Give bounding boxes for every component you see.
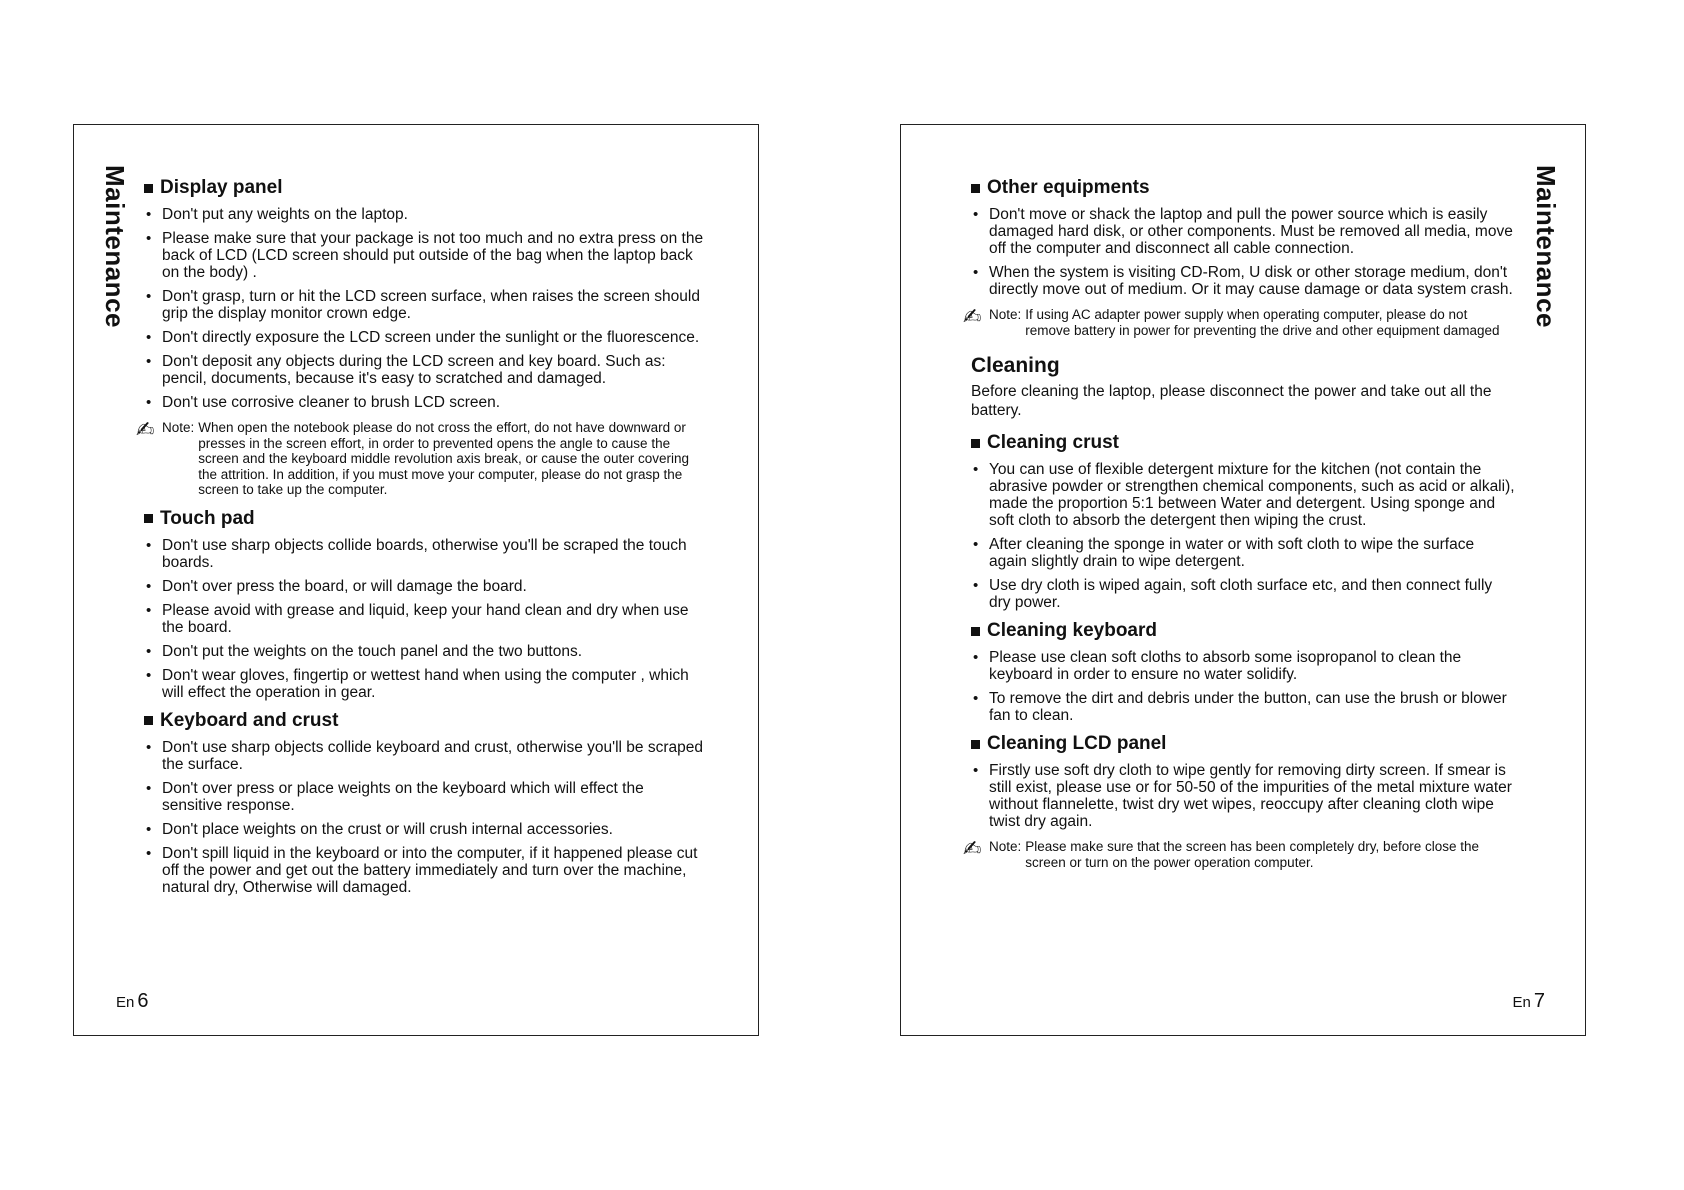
list-item: • Don't place weights on the crust or will crush internal accessories. [144, 821, 704, 838]
note [136, 417, 704, 498]
note-label: Note: [989, 307, 1022, 322]
square-bullet-icon [971, 184, 980, 193]
cleaning-crust-list [971, 461, 1516, 611]
section-title-cleaning-crust: Cleaning crust [971, 432, 1516, 454]
note [963, 304, 1516, 338]
note-text: If using AC adapter power supply when operating computer, please do not remove battery in power for preventing the drive and other equipment damaged [1025, 307, 1500, 338]
page-number: En 6 [116, 990, 149, 1012]
list-item: • Use dry cloth is wiped again, soft cloth surface etc, and then connect fully dry power. [971, 577, 1516, 611]
left-page [73, 124, 759, 1036]
note-text: When open the notebook please do not cross the effort, do not have downward or presses in the screen effort, in order to prevented opens the angle to cause the screen and the keyboard middle revolution axis break, or cause the outer covering the attrition. In addition, if you must move your computer, please do not grasp the screen to take up the computer. [198, 420, 690, 497]
cleaning-heading: Cleaning [971, 354, 1060, 377]
side-label: Maintenance [1531, 165, 1561, 328]
list-item: • Don't over press the board, or will damage the board. [144, 578, 704, 595]
side-label: Maintenance [100, 165, 130, 328]
square-bullet-icon [971, 740, 980, 749]
other-equipments-list [971, 206, 1516, 298]
left-page-content [136, 177, 704, 905]
keyboard-and-crust-list [144, 739, 704, 896]
square-bullet-icon [144, 184, 153, 193]
list-item: • Don't put the weights on the touch panel and the two buttons. [144, 643, 704, 660]
cleaning-keyboard-list [971, 649, 1516, 724]
list-item: • After cleaning the sponge in water or with soft cloth to wipe the surface again slightly drain to wipe detergent. [971, 536, 1516, 570]
right-page [900, 124, 1586, 1036]
square-bullet-icon [144, 514, 153, 523]
section-title-cleaning-lcd-panel: Cleaning LCD panel [971, 733, 1516, 755]
cleaning-lcd-panel-list [971, 762, 1516, 830]
note-text: Please make sure that the screen has been completely dry, before close the screen or turn on the power operation computer. [1025, 839, 1480, 870]
section-title-keyboard-and-crust: Keyboard and crust [144, 710, 704, 732]
list-item: • Don't spill liquid in the keyboard or into the computer, if it happened please cut off the power and get out the battery immediately and turn over the machine, natural dry, Otherwise will damaged. [144, 845, 704, 896]
note [963, 836, 1516, 870]
list-item: • Don't over press or place weights on the keyboard which will effect the sensitive response. [144, 780, 704, 814]
display-panel-list [144, 206, 704, 411]
section-title-display-panel: Display panel [144, 177, 704, 199]
pen-note-icon: ✍ [963, 304, 982, 329]
list-item: • Don't deposit any objects during the LCD screen and key board. Such as: pencil, documents, because it's easy to scratched and damaged. [144, 353, 704, 387]
list-item: • Don't wear gloves, fingertip or wettest hand when using the computer , which will effect the operation in gear. [144, 667, 704, 701]
note-label: Note: [989, 839, 1022, 854]
list-item: • When the system is visiting CD-Rom, U disk or other storage medium, don't directly move out of medium. Or it may cause damage or data system crash. [971, 264, 1516, 298]
section-title-other-equipments: Other equipments [971, 177, 1516, 199]
cleaning-intro: Before cleaning the laptop, please disconnect the power and take out all the battery. [971, 383, 1492, 419]
touch-pad-list [144, 537, 704, 701]
list-item: • Please avoid with grease and liquid, keep your hand clean and dry when use the board. [144, 602, 704, 636]
list-item: • Please use clean soft cloths to absorb some isopropanol to clean the keyboard in order to ensure no water solidify. [971, 649, 1516, 683]
list-item: • Don't move or shack the laptop and pull the power source which is easily damaged hard disk, or other components. Must be removed all media, move off the computer and disconnect all cable connection. [971, 206, 1516, 257]
list-item: • Firstly use soft dry cloth to wipe gently for removing dirty screen. If smear is still exist, please use or for 50-50 of the impurities of the metal mixture water without flannelette, twist dry wet wipes, reoccupy after cleaning cloth wipe twist dry again. [971, 762, 1516, 830]
list-item: • Don't use sharp objects collide keyboard and crust, otherwise you'll be scraped the surface. [144, 739, 704, 773]
list-item: • Don't use corrosive cleaner to brush LCD screen. [144, 394, 704, 411]
page-number: En 7 [1512, 990, 1545, 1012]
pen-note-icon: ✍ [136, 417, 155, 442]
section-title-cleaning-keyboard: Cleaning keyboard [971, 620, 1516, 642]
list-item: • Don't grasp, turn or hit the LCD screen surface, when raises the screen should grip the display monitor crown edge. [144, 288, 704, 322]
list-item: • Don't put any weights on the laptop. [144, 206, 704, 223]
square-bullet-icon [971, 439, 980, 448]
list-item: • You can use of flexible detergent mixture for the kitchen (not contain the abrasive powder or strengthen chemical components, such as acid or alkali), made the proportion 5:1 between Water and detergent. Using sponge and soft cloth to absorb the detergent then wiping the crust. [971, 461, 1516, 529]
list-item: • Don't use sharp objects collide boards, otherwise you'll be scraped the touch boards. [144, 537, 704, 571]
section-title-touch-pad: Touch pad [144, 508, 704, 530]
right-page-content [963, 177, 1516, 880]
square-bullet-icon [971, 627, 980, 636]
square-bullet-icon [144, 716, 153, 725]
pen-note-icon: ✍ [963, 836, 982, 861]
list-item: • Don't directly exposure the LCD screen under the sunlight or the fluorescence. [144, 329, 704, 346]
list-item: • Please make sure that your package is not too much and no extra press on the back of LCD (LCD screen should put outside of the bag when the laptop back on the body) . [144, 230, 704, 281]
list-item: • To remove the dirt and debris under the button, can use the brush or blower fan to clean. [971, 690, 1516, 724]
note-label: Note: [162, 420, 195, 435]
